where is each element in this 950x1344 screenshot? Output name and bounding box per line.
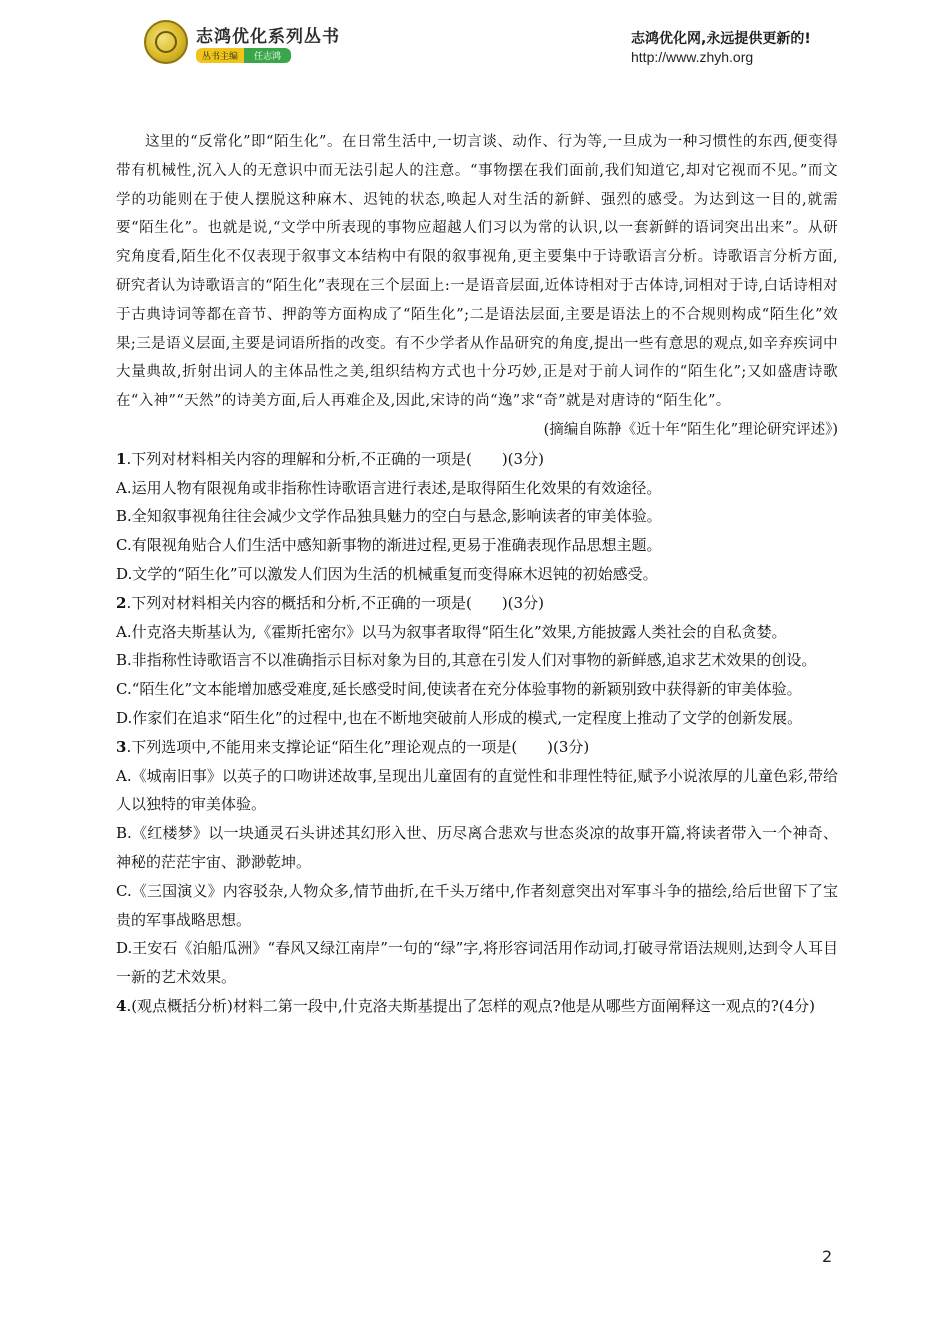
page-header xyxy=(0,0,950,80)
option-c: C.《三国演义》内容驳杂,人物众多,情节曲折,在千头万绪中,作者刻意突出对军事斗争的描绘,给后世留下了宝贵的军事战略思想。 xyxy=(116,881,838,929)
page-content xyxy=(116,128,838,1021)
question-2 xyxy=(116,589,838,733)
option-b: B.全知叙事视角往往会减少文学作品独具魅力的空白与悬念,影响读者的审美体验。 xyxy=(116,507,662,526)
question-3 xyxy=(116,733,838,992)
question-stem xyxy=(116,992,838,1021)
option-c: C.“陌生化”文本能增加感受难度,延长感受时间,使读者在充分体验事物的新颖别致中获得新的审美体验。 xyxy=(116,680,802,699)
question-number: 4 xyxy=(116,996,127,1015)
question-stem xyxy=(116,445,838,474)
option-b: B.非指称性诗歌语言不以准确指示目标对象为目的,其意在引发人们对事物的新鲜感,追求艺术效果的创设。 xyxy=(116,651,817,670)
editor-badge xyxy=(196,48,291,63)
editor-badge-name: 任志鸿 xyxy=(244,48,291,63)
question-text: .(观点概括分析)材料二第一段中,什克洛夫斯基提出了怎样的观点?他是从哪些方面阐释这一观点的?(4分) xyxy=(126,996,816,1015)
question-1 xyxy=(116,445,838,589)
passage-text: 这里的“反常化”即“陌生化”。在日常生活中,一切言谈、动作、行为等,一旦成为一种习惯性的东西,便变得带有机械性,沉入人的无意识中而无法引起人的注意。“事物摆在我们面前,我们知道它,却对它视而不见。”而文学的功能则在于使人摆脱这种麻木、迟钝的状态,唤起人对生活的新鲜、强烈的感受。为达到这一目的,就需要“陌生化”。也就是说,“文学中所表现的事物应超越人们习以为常的认识,以一套新鲜的语词突出出来”。从研究角度看,陌生化不仅表现于叙事文本结构中有限的叙事视角,更主要集中于诗歌语言分析。诗歌语言分析方面,研究者认为诗歌语言的“陌生化”表现在三个层面上:一是语音层面,近体诗相对于古体诗,词相对于诗,白话诗相对于古典诗词等都在音节、押韵等方面构成了“陌生化”;二是语法层面,主要是语法上的不合规则构成“陌生化”效果;三是语义层面,主要是词语所指的改变。有不少学者从作品研究的角度,提出一些有意思的观点,如辛弃疾词中大量典故,折射出词人的主体品性之美,组织结构方式也十分巧妙,正是对于前人词作的“陌生化”;又如盛唐诗歌在“入神”“天然”的诗美方面,后人再难企及,因此,宋诗的尚“逸”求“奇”就是对唐诗的“陌生化”。 xyxy=(116,134,838,410)
option-a: A.运用人物有限视角或非指称性诗歌语言进行表述,是取得陌生化效果的有效途径。 xyxy=(116,478,662,497)
series-title: 志鸿优化系列丛书 xyxy=(196,27,340,47)
option-b: B.《红楼梦》以一块通灵石头讲述其幻形入世、历尽离合悲欢与世态炎凉的故事开篇,将读者带入一个神奇、神秘的茫茫宇宙、渺渺乾坤。 xyxy=(116,824,838,871)
header-slogan: 志鸿优化网,永远提供更新的! xyxy=(631,31,811,47)
option-a: A.《城南旧事》以英子的口吻讲述故事,呈现出儿童固有的直觉性和非理性特征,赋予小说浓厚的儿童色彩,带给人以独特的审美体验。 xyxy=(116,766,838,814)
question-number: 1 xyxy=(116,449,127,468)
editor-badge-label: 丛书主编 xyxy=(196,48,244,63)
question-stem xyxy=(116,589,838,618)
question-number: 3 xyxy=(116,737,127,756)
question-4 xyxy=(116,992,838,1021)
logo-seal-icon xyxy=(144,20,188,64)
question-text: .下列对材料相关内容的理解和分析,不正确的一项是( )(3分) xyxy=(126,449,544,468)
header-url[interactable]: http://www.zhyh.org xyxy=(631,49,754,65)
question-text: .下列对材料相关内容的概括和分析,不正确的一项是( )(3分) xyxy=(126,593,544,612)
option-d: D.作家们在追求“陌生化”的过程中,也在不断地突破前人形成的模式,一定程度上推动了文学的创新发展。 xyxy=(116,708,803,727)
passage-source: (摘编自陈静《近十年“陌生化”理论研究评述》) xyxy=(543,421,838,438)
question-text: .下列选项中,不能用来支撑论证“陌生化”理论观点的一项是( )(3分) xyxy=(126,737,590,756)
page-number: 2 xyxy=(822,1247,833,1266)
question-number: 2 xyxy=(116,593,127,612)
option-a: A.什克洛夫斯基认为,《霍斯托密尔》以马为叙事者取得“陌生化”效果,方能披露人类社会的自私贪婪。 xyxy=(116,622,787,641)
option-d: D.文学的“陌生化”可以激发人们因为生活的机械重复而变得麻木迟钝的初始感受。 xyxy=(116,564,658,583)
question-stem xyxy=(116,733,838,762)
option-d: D.王安石《泊船瓜洲》“春风又绿江南岸”一句的“绿”字,将形容词活用作动词,打破寻常语法规则,达到令人耳目一新的艺术效果。 xyxy=(116,939,838,987)
option-c: C.有限视角贴合人们生活中感知新事物的渐进过程,更易于准确表现作品思想主题。 xyxy=(116,536,662,555)
